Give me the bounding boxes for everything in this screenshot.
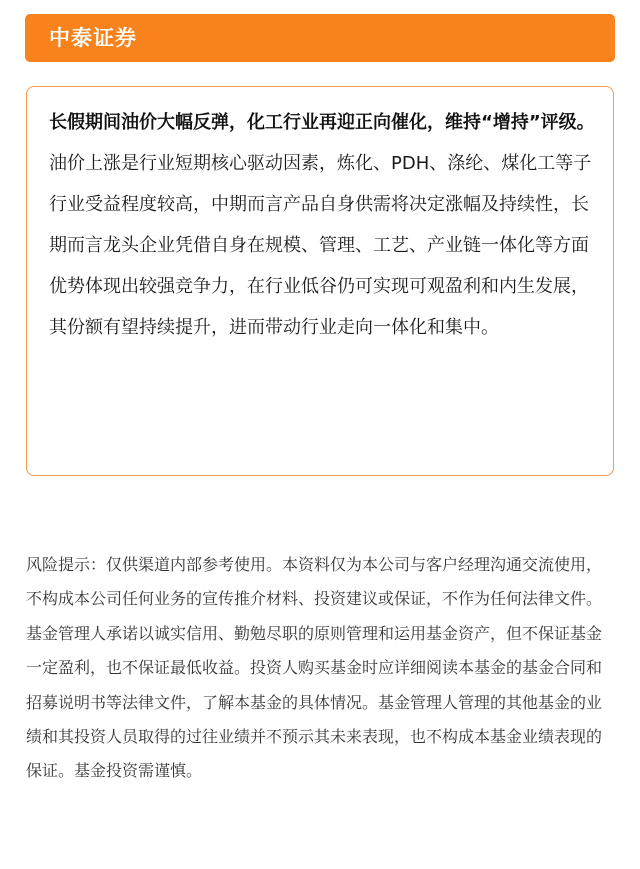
summary-lead: 长假期间油价大幅反弹，化工行业再迎正向催化，维持“增持”评级。 xyxy=(49,112,595,133)
summary-body: 油价上涨是行业短期核心驱动因素，炼化、PDH、涤纶、煤化工等子行业受益程度较高，中期而言产品自身供需将决定涨幅及持续性，长期而言龙头企业凭借自身在规模、管理、工艺、产业链一体化等方面优势体现出较强竞争力，在行业低谷仍可实现可观盈利和内生发展，其份额有望持续提升，进而带动行业走向一体化和集中。 xyxy=(49,153,592,338)
summary-box xyxy=(26,86,614,476)
header-title: 中泰证券 xyxy=(49,26,137,50)
risk-disclaimer: 风险提示：仅供渠道内部参考使用。本资料仅为本公司与客户经理沟通交流使用，不构成本公司任何业务的宣传推介材料、投资建议或保证，不作为任何法律文件。基金管理人承诺以诚实信用、勤勉尽职的原则管理和运用基金资产，但不保证基金一定盈利，也不保证最低收益。投资人购买基金时应详细阅读本基金的基金合同和招募说明书等法律文件，了解本基金的具体情况。基金管理人管理的其他基金的业绩和其投资人员取得的过往业绩并不预示其未来表现，也不构成本基金业绩表现的保证。基金投资需谨慎。 xyxy=(26,555,603,781)
header-bar xyxy=(25,14,615,62)
summary-paragraph xyxy=(49,102,597,348)
